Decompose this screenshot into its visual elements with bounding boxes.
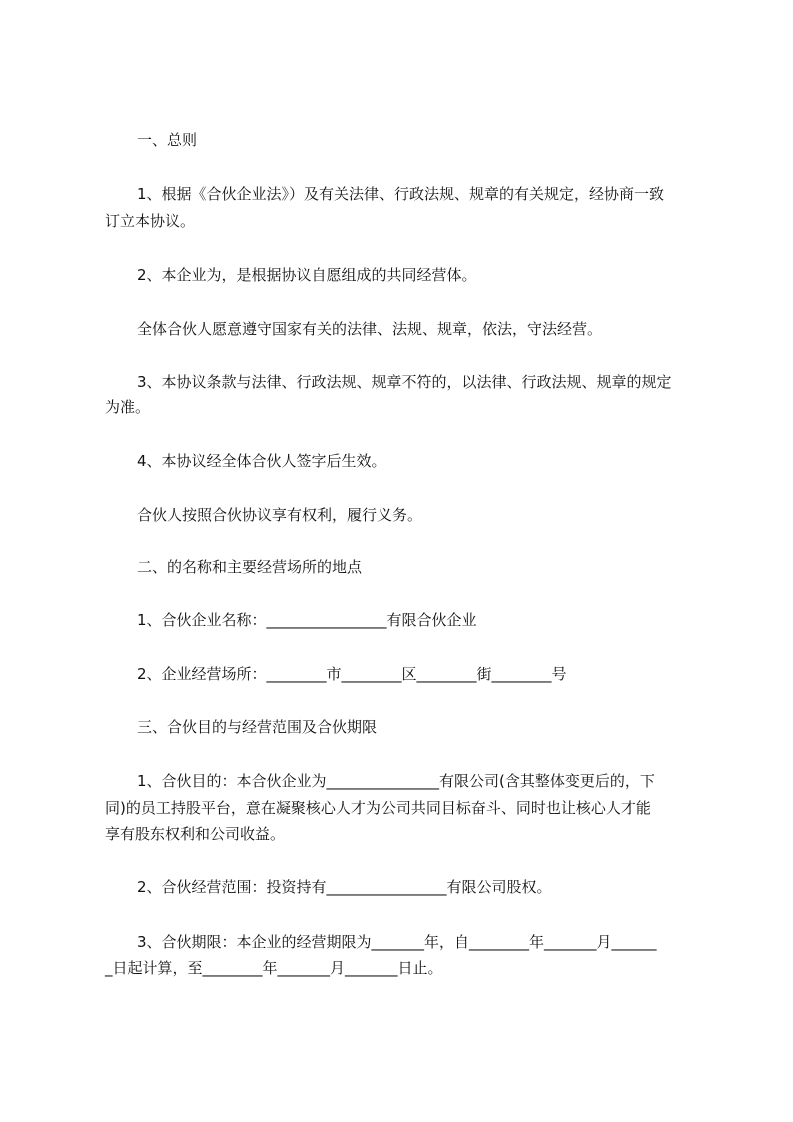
purpose-line-2: 同)的员工持股平台，意在凝聚核心人才为公司共同目标奋斗、同时也让核心人才能 [105, 799, 651, 817]
purpose-line-1: 1、合伙目的：本合伙企业为_______________有限公司(含其整体变更后的，下 [137, 772, 655, 790]
enterprise-name-field: 1、合伙企业名称：________________有限合伙企业 [137, 611, 477, 629]
business-scope-field: 2、合伙经营范围：投资持有________________有限公司股权。 [137, 878, 552, 896]
paragraph-1-line-2: 订立本协议。 [105, 212, 196, 230]
paragraph-3-line-1: 3、本协议条款与法律、行政法规、规章不符的，以法律、行政法规、规章的规定 [137, 373, 672, 391]
business-location-field: 2、企业经营场所：________市________区________街________号 [137, 665, 567, 683]
purpose-line-3: 享有股东权利和公司收益。 [105, 825, 286, 843]
paragraph-partner-rights: 合伙人按照合伙协议享有权利，履行义务。 [137, 506, 423, 524]
section-heading-purpose-scope-term: 三、合伙目的与经营范围及合伙期限 [137, 718, 378, 736]
section-heading-general: 一、总则 [137, 131, 198, 149]
term-line-1: 3、合伙期限：本企业的经营期限为_______年，自________年_______月______ [137, 933, 657, 951]
paragraph-2: 2、本企业为，是根据协议自愿组成的共同经营体。 [137, 266, 477, 284]
paragraph-3-line-2: 为准。 [105, 398, 151, 416]
paragraph-4: 4、本协议经全体合伙人签字后生效。 [137, 452, 387, 470]
paragraph-1-line-1: 1、根据《合伙企业法》）及有关法律、行政法规、规章的有关规定，经协商一致 [137, 185, 665, 203]
section-heading-name-location: 二、的名称和主要经营场所的地点 [137, 558, 363, 576]
term-line-2: _日起计算，至________年_______月_______日止。 [105, 959, 443, 977]
paragraph-compliance: 全体合伙人愿意遵守国家有关的法律、法规、规章，依法，守法经营。 [137, 320, 603, 338]
